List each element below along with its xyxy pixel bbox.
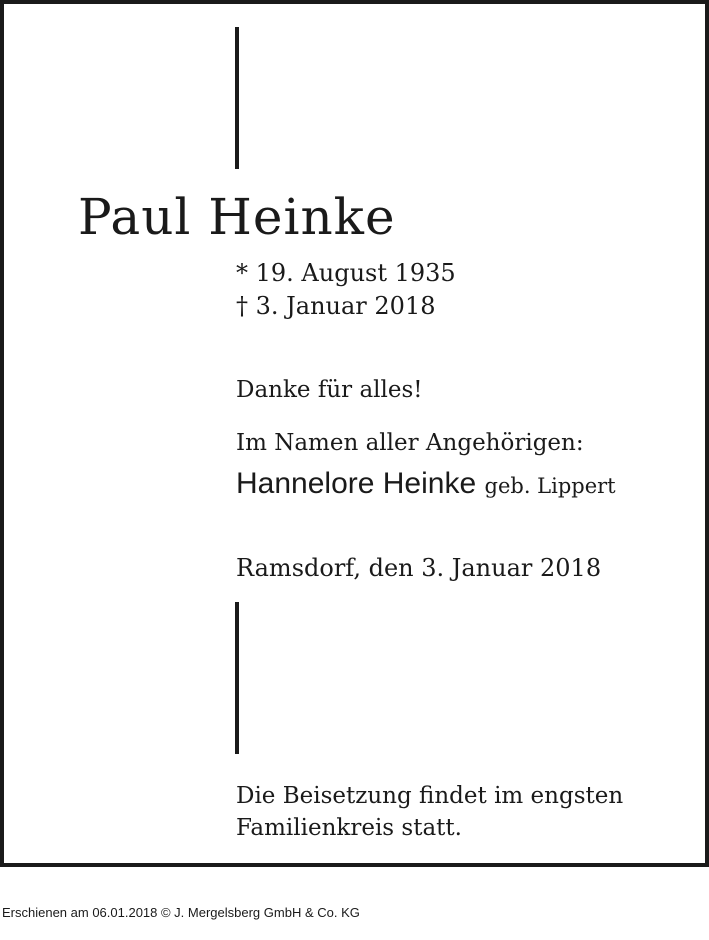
publication-footer: Erschienen am 06.01.2018 © J. Mergelsberg GmbH & Co. KG bbox=[2, 905, 360, 920]
burial-note bbox=[236, 780, 696, 844]
burial-note-line-2: Familienkreis statt. bbox=[236, 815, 462, 841]
signer bbox=[236, 469, 616, 499]
decorative-bar-top bbox=[235, 27, 239, 169]
death-date: † 3. Januar 2018 bbox=[236, 292, 436, 320]
signer-maiden-name: geb. Lippert bbox=[484, 474, 616, 498]
thanks-line: Danke für alles! bbox=[236, 377, 423, 403]
burial-note-line-1: Die Beisetzung findet im engsten bbox=[236, 783, 624, 809]
place-date: Ramsdorf, den 3. Januar 2018 bbox=[236, 554, 602, 582]
decorative-bar-bottom bbox=[235, 602, 239, 754]
on-behalf-line: Im Namen aller Angehörigen: bbox=[236, 430, 584, 456]
deceased-name: Paul Heinke bbox=[78, 188, 396, 246]
signer-name: Hannelore Heinke bbox=[236, 467, 477, 500]
birth-date: * 19. August 1935 bbox=[236, 259, 456, 287]
